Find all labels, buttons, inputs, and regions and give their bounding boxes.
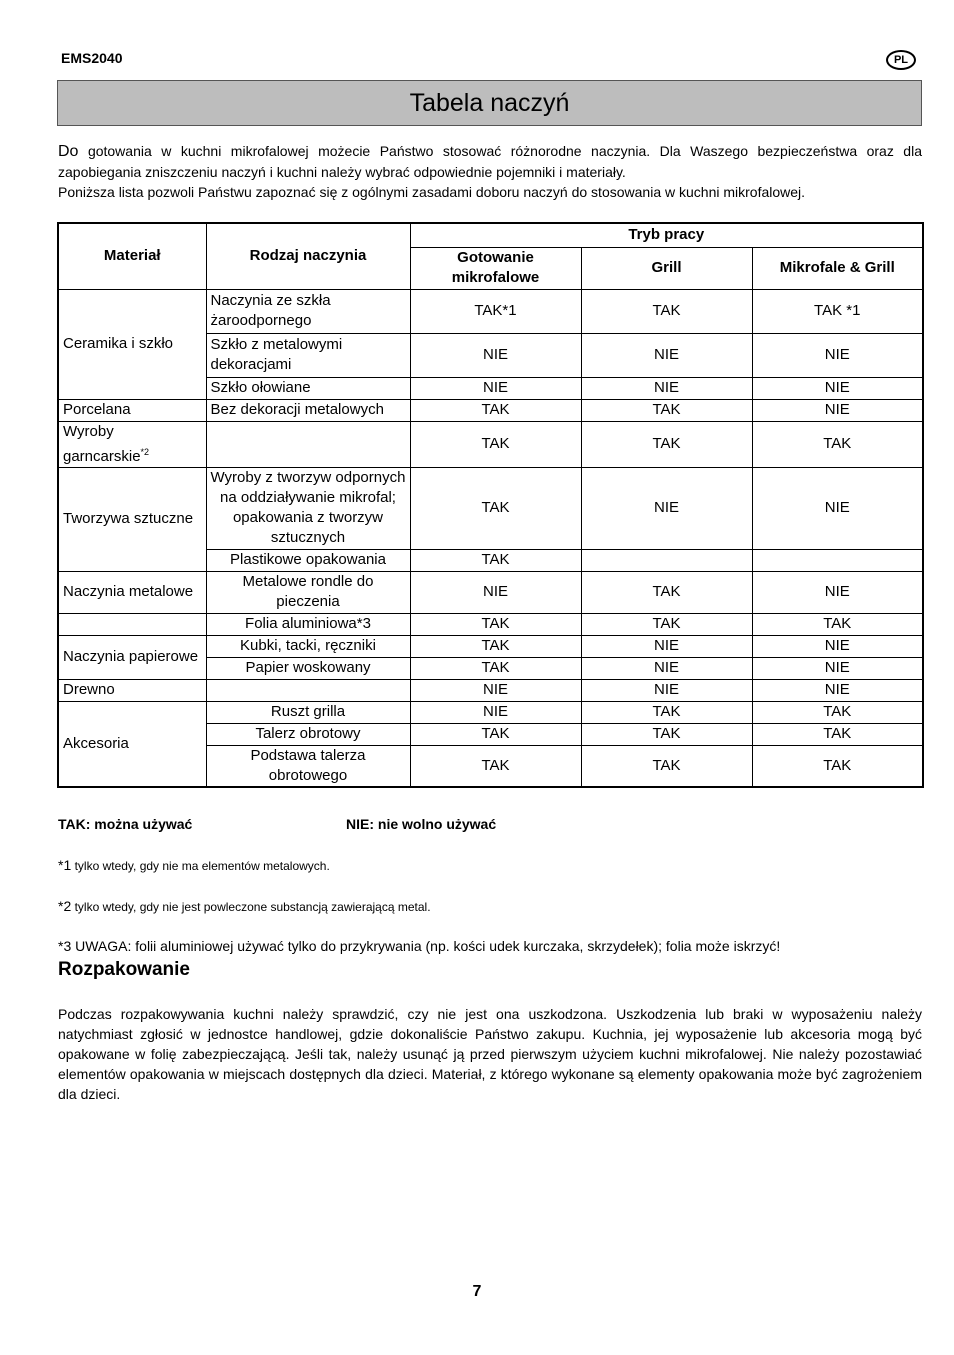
micro-cell: NIE <box>410 679 581 701</box>
language-badge: PL <box>886 50 916 70</box>
micro-cell: TAK <box>410 657 581 679</box>
table-row <box>58 613 923 635</box>
material-label: Wyroby garncarskie <box>63 422 141 465</box>
micro-cell: TAK <box>410 399 581 421</box>
page-title: Tabela naczyń <box>57 80 922 126</box>
type-cell: Szkło z metalowymi dekoracjami <box>206 333 410 377</box>
grill-cell: NIE <box>581 679 752 701</box>
micro-cell: TAK <box>410 467 581 549</box>
type-cell: Szkło ołowiane <box>206 377 410 399</box>
material-cell: Drewno <box>58 679 206 701</box>
combo-cell: TAK <box>752 613 923 635</box>
model-label: EMS2040 <box>61 50 123 66</box>
header-mode: Tryb pracy <box>410 223 923 247</box>
legend-nie: NIE: nie wolno używać <box>346 816 497 832</box>
grill-cell: TAK <box>581 571 752 613</box>
type-cell: Podstawa talerza obrotowego <box>206 745 410 787</box>
section-text: Podczas rozpakowywania kuchni należy sprawdzić, czy nie jest ona uszkodzona. Uszkodzenia lub braki w wyposażeniu należy natychmiast zgłosić w jednostce handlowej, gdzie dokonaliście Państwo zakupu. Kuchnia, jej wyposażenie lub akcesoria mogą być opakowane w folię zabezpieczającą. Jeśli tak, należy usunąć ją przed pierwszym użyciem kuchni mikrofalowej. Nie należy pozostawiać elementów opakowania w miejscach dostępnych dla dzieci. Materiał, z którego wykonane są elementy opakowania może być zagrożeniem dla dzieci. <box>58 1006 922 1102</box>
page-number: 7 <box>472 1283 482 1300</box>
grill-cell: TAK <box>581 289 752 333</box>
micro-cell: NIE <box>410 701 581 723</box>
footnote-2-mark: *2 <box>58 898 72 914</box>
combo-cell: TAK <box>752 701 923 723</box>
type-cell: Talerz obrotowy <box>206 723 410 745</box>
intro-rest: gotowania w kuchni mikrofalowej możecie Państwo stosować różnorodne naczynia. Dla Waszego bezpieczeństwa oraz dla zapobiegania zniszczeniu naczyń i kuchni należy wybrać odpowiednie pojemniki i materiały. <box>58 143 922 180</box>
grill-cell: NIE <box>581 333 752 377</box>
footnote-1-mark: *1 <box>58 857 72 873</box>
type-cell: Metalowe rondle do pieczenia <box>206 571 410 613</box>
grill-cell: TAK <box>581 421 752 467</box>
combo-cell: NIE <box>752 333 923 377</box>
material-cell: Naczynia metalowe <box>58 571 206 613</box>
intro-first-word: Do <box>58 143 79 160</box>
grill-cell <box>581 549 752 571</box>
intro-paragraph-2: Poniższa lista pozwoli Państwu zapoznać się z ogólnymi zasadami doboru naczyń do stosowania w kuchni mikrofalowej. <box>58 184 806 200</box>
combo-cell: NIE <box>752 377 923 399</box>
table-row <box>58 467 923 549</box>
micro-cell: NIE <box>410 333 581 377</box>
type-cell: Bez dekoracji metalowych <box>206 399 410 421</box>
table-row <box>58 635 923 657</box>
grill-cell: TAK <box>581 723 752 745</box>
combo-cell: NIE <box>752 467 923 549</box>
material-cell <box>58 613 206 635</box>
combo-cell: NIE <box>752 399 923 421</box>
type-cell: Papier woskowany <box>206 657 410 679</box>
material-cell: Porcelana <box>58 399 206 421</box>
header-type: Rodzaj naczynia <box>206 223 410 289</box>
type-cell: Wyroby z tworzyw odpornych na oddziaływanie mikrofal; opakowania z tworzyw sztucznych <box>206 467 410 549</box>
footnote-mark: *2 <box>140 446 150 457</box>
legend-tak: TAK: można używać <box>58 816 193 832</box>
combo-cell: TAK <box>752 745 923 787</box>
grill-cell: NIE <box>581 635 752 657</box>
micro-cell: TAK <box>410 635 581 657</box>
type-cell <box>206 421 410 467</box>
grill-cell: NIE <box>581 467 752 549</box>
footnote-3: *3 UWAGA: folii aluminiowej używać tylko do przykrywania (np. kości udek kurczaka, skrzydełek); folia może iskrzyć! <box>58 938 781 954</box>
section-heading: Rozpakowanie <box>58 959 190 980</box>
combo-cell: TAK *1 <box>752 289 923 333</box>
micro-cell: NIE <box>410 377 581 399</box>
material-cell: Tworzywa sztuczne <box>58 467 206 571</box>
footnote-2-text: tylko wtedy, gdy nie jest powleczone substancją zawierającą metal. <box>71 900 431 914</box>
material-cell: Akcesoria <box>58 701 206 787</box>
table-row <box>58 289 923 333</box>
micro-cell: TAK <box>410 549 581 571</box>
table-row <box>58 399 923 421</box>
grill-cell: NIE <box>581 657 752 679</box>
micro-cell: TAK*1 <box>410 289 581 333</box>
combo-cell: TAK <box>752 421 923 467</box>
micro-cell: TAK <box>410 613 581 635</box>
header-micro: Gotowanie mikrofalowe <box>410 247 581 289</box>
micro-cell: TAK <box>410 745 581 787</box>
micro-cell: TAK <box>410 421 581 467</box>
footnote-1-text: tylko wtedy, gdy nie ma elementów metalowych. <box>71 859 330 873</box>
header-combo: Mikrofale & Grill <box>752 247 923 289</box>
combo-cell: NIE <box>752 571 923 613</box>
type-cell: Folia aluminiowa*3 <box>206 613 410 635</box>
micro-cell: NIE <box>410 571 581 613</box>
grill-cell: TAK <box>581 613 752 635</box>
combo-cell: NIE <box>752 635 923 657</box>
combo-cell <box>752 549 923 571</box>
header-material: Materiał <box>58 223 206 289</box>
material-cell: Ceramika i szkło <box>58 289 206 399</box>
table-row <box>58 679 923 701</box>
header-grill: Grill <box>581 247 752 289</box>
grill-cell: NIE <box>581 377 752 399</box>
type-cell: Kubki, tacki, ręczniki <box>206 635 410 657</box>
table-row <box>58 571 923 613</box>
combo-cell: NIE <box>752 657 923 679</box>
material-cell: Naczynia papierowe <box>58 635 206 679</box>
type-cell: Naczynia ze szkła żaroodpornego <box>206 289 410 333</box>
intro-text <box>58 141 922 202</box>
material-cell <box>58 421 206 467</box>
footnote-1 <box>58 857 330 873</box>
footnote-2 <box>58 898 431 914</box>
combo-cell: TAK <box>752 723 923 745</box>
table-row <box>58 421 923 467</box>
grill-cell: TAK <box>581 399 752 421</box>
grill-cell: TAK <box>581 745 752 787</box>
grill-cell: TAK <box>581 701 752 723</box>
cookware-table <box>57 222 924 788</box>
type-cell: Ruszt grilla <box>206 701 410 723</box>
type-cell <box>206 679 410 701</box>
table-row <box>58 701 923 723</box>
intro-paragraph-1 <box>58 141 922 182</box>
micro-cell: TAK <box>410 723 581 745</box>
combo-cell: NIE <box>752 679 923 701</box>
type-cell: Plastikowe opakowania <box>206 549 410 571</box>
